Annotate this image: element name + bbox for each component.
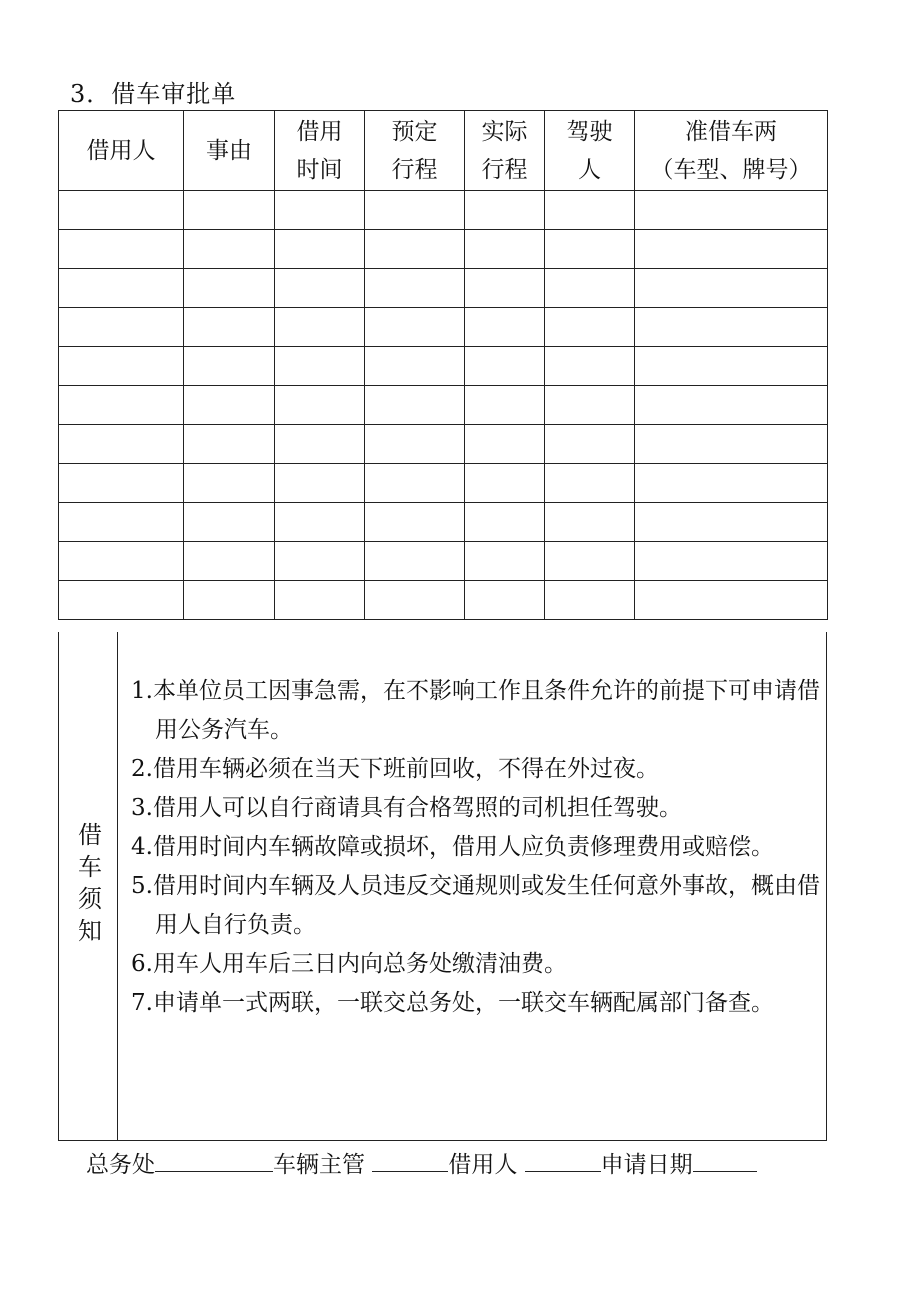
- table-cell[interactable]: [59, 542, 184, 581]
- header-reason: 事由: [184, 111, 275, 191]
- table-cell[interactable]: [635, 464, 828, 503]
- application-date-label: 申请日期: [600, 1152, 693, 1178]
- table-cell[interactable]: [184, 347, 275, 386]
- header-approved-vehicle: 准借车两 （车型、牌号）: [635, 111, 828, 191]
- notice-rule: 5.借用时间内车辆及人员违反交通规则或发生任何意外事故，概由借用人自行负责。: [131, 873, 820, 938]
- vehicle-approval-table: [58, 110, 828, 620]
- table-row: [59, 503, 828, 542]
- table-cell[interactable]: [635, 542, 828, 581]
- header-borrow-time: 借用 时间: [275, 111, 365, 191]
- table-cell[interactable]: [59, 464, 184, 503]
- table-row: [59, 542, 828, 581]
- table-cell[interactable]: [184, 581, 275, 620]
- table-cell[interactable]: [465, 425, 545, 464]
- notice-rule: 2.借用车辆必须在当天下班前回收，不得在外过夜。: [131, 756, 659, 782]
- table-cell[interactable]: [275, 503, 365, 542]
- borrower-label: 借用人: [448, 1152, 518, 1178]
- table-cell[interactable]: [184, 308, 275, 347]
- table-cell[interactable]: [275, 347, 365, 386]
- table-cell[interactable]: [465, 308, 545, 347]
- table-cell[interactable]: [275, 269, 365, 308]
- table-cell[interactable]: [184, 191, 275, 230]
- table-cell[interactable]: [465, 347, 545, 386]
- table-cell[interactable]: [365, 308, 465, 347]
- notice-rule: 3.借用人可以自行商请具有合格驾照的司机担任驾驶。: [131, 795, 682, 821]
- table-cell[interactable]: [365, 581, 465, 620]
- header-planned-route: 预定 行程: [365, 111, 465, 191]
- table-row: [59, 191, 828, 230]
- table-cell[interactable]: [59, 503, 184, 542]
- table-cell[interactable]: [465, 230, 545, 269]
- table-cell[interactable]: [545, 464, 635, 503]
- table-cell[interactable]: [275, 308, 365, 347]
- table-cell[interactable]: [545, 347, 635, 386]
- table-cell[interactable]: [184, 386, 275, 425]
- table-cell[interactable]: [59, 269, 184, 308]
- header-actual-route: 实际 行程: [465, 111, 545, 191]
- table-cell[interactable]: [545, 230, 635, 269]
- table-cell[interactable]: [635, 191, 828, 230]
- table-cell[interactable]: [365, 386, 465, 425]
- table-row: [59, 230, 828, 269]
- table-cell[interactable]: [635, 386, 828, 425]
- table-cell[interactable]: [365, 503, 465, 542]
- table-row: [59, 581, 828, 620]
- table-cell[interactable]: [275, 386, 365, 425]
- table-cell[interactable]: [275, 581, 365, 620]
- table-cell[interactable]: [184, 464, 275, 503]
- table-cell[interactable]: [59, 581, 184, 620]
- table-cell[interactable]: [59, 230, 184, 269]
- table-cell[interactable]: [275, 425, 365, 464]
- notice-rule: 4.借用时间内车辆故障或损坏，借用人应负责修理费用或赔偿。: [131, 834, 774, 860]
- table-cell[interactable]: [635, 230, 828, 269]
- table-row: [59, 386, 828, 425]
- table-cell[interactable]: [59, 347, 184, 386]
- table-cell[interactable]: [635, 425, 828, 464]
- table-cell[interactable]: [365, 464, 465, 503]
- table-cell[interactable]: [635, 308, 828, 347]
- table-cell[interactable]: [184, 542, 275, 581]
- header-driver: 驾驶 人: [545, 111, 635, 191]
- table-cell[interactable]: [465, 191, 545, 230]
- table-cell[interactable]: [184, 269, 275, 308]
- table-row: [59, 425, 828, 464]
- vehicle-supervisor-signature-line[interactable]: [372, 1149, 448, 1172]
- table-cell[interactable]: [59, 386, 184, 425]
- table-cell[interactable]: [465, 581, 545, 620]
- table-cell[interactable]: [365, 425, 465, 464]
- table-cell[interactable]: [275, 464, 365, 503]
- notice-rule: 6.用车人用车后三日内向总务处缴清油费。: [131, 951, 567, 977]
- notice-heading-text: 借车须知: [73, 822, 102, 950]
- general-affairs-signature-line[interactable]: [155, 1149, 273, 1172]
- table-cell[interactable]: [635, 581, 828, 620]
- table-cell[interactable]: [545, 191, 635, 230]
- table-cell[interactable]: [545, 542, 635, 581]
- table-cell[interactable]: [365, 191, 465, 230]
- notice-rules: [131, 672, 821, 1023]
- table-row: [59, 347, 828, 386]
- table-cell[interactable]: [59, 308, 184, 347]
- vehicle-supervisor-label: 车辆主管: [273, 1152, 365, 1178]
- table-cell[interactable]: [545, 425, 635, 464]
- table-cell[interactable]: [465, 464, 545, 503]
- table-cell[interactable]: [275, 191, 365, 230]
- table-row: [59, 308, 828, 347]
- table-cell[interactable]: [365, 230, 465, 269]
- table-cell[interactable]: [545, 308, 635, 347]
- table-cell[interactable]: [365, 542, 465, 581]
- form-title: 3．借车审批单: [70, 80, 237, 108]
- table-cell[interactable]: [184, 425, 275, 464]
- table-cell[interactable]: [184, 230, 275, 269]
- table-row: [59, 269, 828, 308]
- header-borrower: 借用人: [59, 111, 184, 191]
- table-row: [59, 464, 828, 503]
- table-header-row: [59, 111, 828, 191]
- table-cell[interactable]: [59, 425, 184, 464]
- notice-rule: 1.本单位员工因事急需，在不影响工作且条件允许的前提下可申请借用公务汽车。: [131, 678, 820, 743]
- table-cell[interactable]: [635, 269, 828, 308]
- table-cell[interactable]: [465, 386, 545, 425]
- table-cell[interactable]: [365, 269, 465, 308]
- general-affairs-label: 总务处: [86, 1152, 155, 1178]
- table-cell[interactable]: [465, 542, 545, 581]
- table-cell[interactable]: [365, 347, 465, 386]
- table-cell[interactable]: [465, 503, 545, 542]
- borrowing-notice: [58, 632, 827, 1141]
- table-cell[interactable]: [545, 581, 635, 620]
- table-cell[interactable]: [635, 347, 828, 386]
- table-cell[interactable]: [184, 503, 275, 542]
- table-cell[interactable]: [545, 503, 635, 542]
- table-cell[interactable]: [275, 230, 365, 269]
- application-date-line[interactable]: [693, 1149, 757, 1172]
- table-cell[interactable]: [465, 269, 545, 308]
- table-cell[interactable]: [275, 542, 365, 581]
- table-cell[interactable]: [545, 269, 635, 308]
- table-cell[interactable]: [635, 503, 828, 542]
- table-cell[interactable]: [59, 191, 184, 230]
- notice-rule: 7.申请单一式两联，一联交总务处，一联交车辆配属部门备查。: [131, 990, 774, 1016]
- signature-footer: [86, 1146, 757, 1179]
- table-cell[interactable]: [545, 386, 635, 425]
- notice-heading: [59, 632, 118, 1140]
- borrower-signature-line[interactable]: [525, 1149, 601, 1172]
